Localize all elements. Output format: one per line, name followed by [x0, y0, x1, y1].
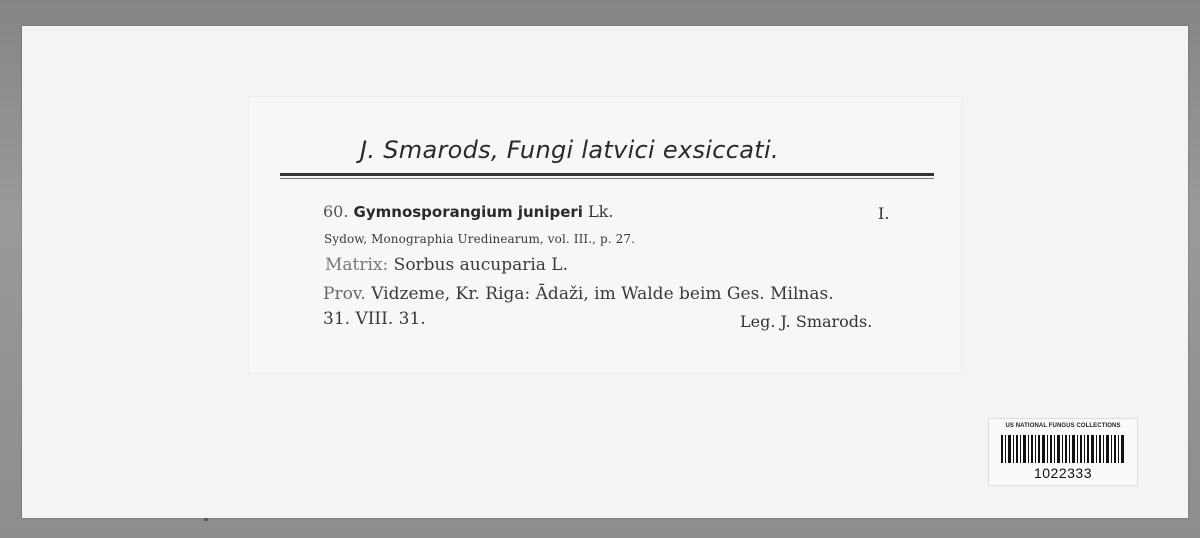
literature-reference: Sydow, Monographia Uredinearum, vol. III., p. 27.	[324, 232, 635, 246]
species-line	[323, 202, 613, 221]
species-author: Lk.	[588, 202, 614, 221]
spore-stage: I.	[878, 204, 890, 223]
barcode-number: 1022333	[1033, 465, 1092, 481]
dust-speck	[204, 518, 208, 521]
locality-label: Prov.	[323, 284, 366, 304]
barcode-icon	[1001, 435, 1125, 463]
locality-value: Vidzeme, Kr. Riga: Ādaži, im Walde beim Ges. Milnas.	[371, 284, 834, 304]
collector: Leg. J. Smarods.	[740, 312, 873, 331]
locality-line	[323, 284, 834, 304]
matrix-line	[325, 255, 568, 275]
barcode-label	[988, 418, 1138, 486]
specimen-number: 60.	[323, 202, 349, 221]
title-rule	[280, 173, 934, 176]
barcode-header: US NATIONAL FUNGUS COLLECTIONS	[1005, 423, 1121, 429]
title-rule-thin	[280, 178, 934, 179]
matrix-label: Matrix:	[325, 255, 389, 275]
matrix-host: Sorbus aucuparia L.	[393, 255, 569, 275]
species-name: Gymnosporangium juniperi	[353, 203, 583, 221]
label-title: J. Smarods, Fungi latvici exsiccati.	[360, 136, 779, 164]
collection-date: 31. VIII. 31.	[323, 309, 426, 329]
